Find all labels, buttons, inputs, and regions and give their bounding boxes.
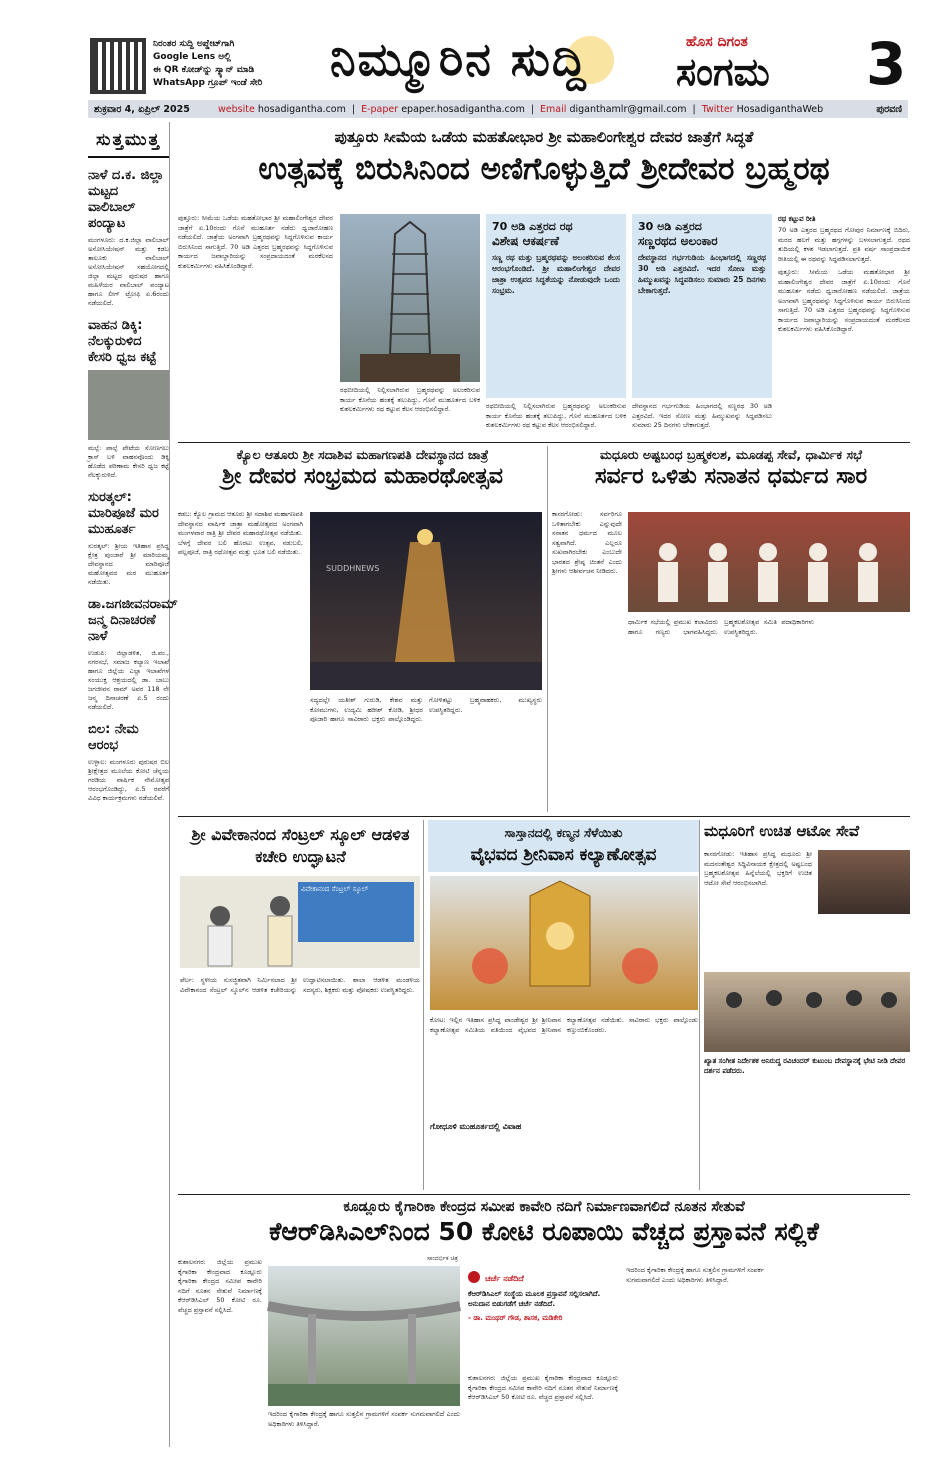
link-value: hosadigantha.com (257, 103, 346, 115)
qr-note-line: ನಿರಂತರ ಸುದ್ದಿ ಅಪ್ಡೇಟ್‌ಗಾಗಿ (153, 39, 235, 49)
story-kicker: ಕ್ಯೊಲ ಆತೂರು ಶ್ರೀ ಸದಾಶಿವ ಮಹಾಗಣಪತಿ ದೇವಸ್ಥಾನದ ಜಾತ್ರೆ (236, 447, 489, 462)
chariot-photo (340, 214, 480, 382)
story-headline: ಸರ್ವರ ಒಳಿತು ಸನಾತನ ಧರ್ಮದ ಸಾರ (594, 464, 868, 489)
story-body: ಕಾಸರಗೋಡು: ಸರ್ವರಿಗೂ ಒಳಿತಾಗಬೇಕು ಎನ್ನುವುದೇ ಸನಾತನ ಧರ್ಮದ ಮೂಲ ಸತ್ವವಾಗಿದೆ. ಎಲ್ಲರೂ ಸುಖವಾಗಿರಬೇಕು ಎಂಬುದೇ ಭಾರತದ ಶ್ರೇಷ್ಠ ಚಿಂತನೆ ಎಂದು ಶ್ರೀಗಳು ಆಶೀರ್ವಚನ ನೀಡಿದರು. (552, 510, 622, 575)
brief-title: ನಾಳೆ ದ.ಕ. ಜಿಲ್ಲಾ ಮಟ್ಟದ ವಾಲಿಬಾಲ್ ಪಂದ್ಯಾಟ (88, 168, 164, 231)
story-headline: ವೈಭವದ ಶ್ರೀನಿವಾಸ ಕಲ್ಯಾಣೋತ್ಸವ (470, 845, 657, 865)
quote-author: - ಡಾ. ಮಂಥರ್ ಗೌಡ, ಶಾಸಕ, ಮಡಿಕೇರಿ (468, 1314, 563, 1322)
brief-title: ಸುರತ್ಕಲ್: ಮಾರಿಪೂಜೆ ಮರ ಮುಹೂರ್ತ (88, 490, 159, 537)
brief-body: ಮಂಗಳೂರು: ದ.ಕ.ಜಿಲ್ಲಾ ವಾಲಿಬಾಲ್ ಅಸೋಸಿಯೇಷನ್ ಮತ್ತು ಕಡಬ ತಾಲೂಕು ವಾಲಿಬಾಲ್ ಅಸೋಸಿಯೇಷನ್ ಸಹಯೋಗದಲ್ಲಿ ಜಿಲ್ಲಾ ಮಟ್ಟದ ಪುರುಷರ ಹಾಗೂ ಮಹಿಳೆಯರ ವಾಲಿಬಾಲ್ ಪಂದ್ಯಾಟ ಹಾಗೂ ಲೀಗ್ ಟ್ರೋಫಿ ಏ.6ರಂದು ನಡೆಯಲಿದೆ. (88, 236, 169, 307)
supplement-label: ಪುರವಣಿ (876, 103, 902, 115)
info-bar (88, 100, 908, 118)
email-link[interactable] (540, 104, 687, 115)
epaper-link[interactable] (361, 104, 525, 115)
lead-body-4: ದೇವಸ್ಥಾನದ ಗರ್ಭಗುಡಿಯ ಹಿಂಭಾಗದಲ್ಲಿ ಸಣ್ಣರಥ 30 ಅಡಿ ಎತ್ತರವಿದೆ. ಇದರ ಸೋಣ ಮತ್ತು ಹಿಮ್ಮುಖವನ್ನು ಸಿದ್ಧಪಡಿಸಲು ಸುಮಾರು 25 ದಿನಗಳು ಬೇಕಾಗುತ್ತದೆ. (632, 402, 772, 429)
story-auto-service[interactable] (704, 820, 910, 1190)
school-photo (180, 876, 420, 968)
separator: | (692, 103, 696, 115)
rathotsava-photo (310, 512, 542, 690)
story-school[interactable] (178, 820, 424, 1190)
story-kalyanotsava[interactable] (428, 820, 700, 1190)
brief-story[interactable] (88, 318, 169, 480)
column-subhead: ರಥ ಕಟ್ಟುವ ರೀತಿ (778, 215, 816, 223)
link-key: website (218, 103, 255, 115)
brief-story[interactable] (88, 168, 169, 308)
twitter-link[interactable] (702, 104, 823, 115)
lead-body-3: ರಥಬೀದಿಯಲ್ಲಿ ನಿಲ್ಲಿಸಲಾಗಿರುವ ಬ್ರಹ್ಮರಥವನ್ನು ಅಲಂಕರಿಸುವ ಕಾರ್ಯ ಕೊನೆಯ ಹಂತಕ್ಕೆ ತಲುಪಿದ್ದು, ಗೊನೆ ಮುಹೂರ್ತದ ಬಳಿಕ ಕುಶಲಕರ್ಮಿಗಳು ರಥ ಕಟ್ಟುವ ಕೆಲಸ ಆರಂಭಿಸಲಿದ್ದಾರೆ. (486, 402, 626, 429)
link-value: epaper.hosadigantha.com (401, 103, 525, 115)
brief-story[interactable] (88, 597, 178, 712)
group-people-icon (704, 972, 910, 1052)
separator: | (351, 103, 356, 115)
story-body: ಕಡಬ: ಕ್ಯೊಲ ಗ್ರಾಮದ ಆತೂರು ಶ್ರೀ ಸದಾಶಿವ ಮಹಾಗಣಪತಿ ದೇವಸ್ಥಾನದ ವಾರ್ಷಿಕ ಜಾತ್ರಾ ಮಹೋತ್ಸವದ ಅಂಗವಾಗಿ ಮಂಗಳವಾರ ರಾತ್ರಿ ಶ್ರೀ ದೇವರ ಮಹಾರಥೋತ್ಸವ ನಡೆಯಿತು. ಬೆಳಗ್ಗೆ ದೇವರ ಬಲಿ ಹೊರಟು ಉತ್ಸವ, ನಡುಬಲಿ, ಪಲ್ಲಪೂಜೆ, ರಾತ್ರಿ ರಥೋತ್ಸವ ಮತ್ತು ಭೂತ ಬಲಿ ನಡೆಯಿತು. (178, 510, 303, 556)
column-body: ಪುತ್ತೂರು: ಸೀಮೆಯ ಒಡೆಯ ಮಹತೋಭಾರ ಶ್ರೀ ಮಹಾಲಿಂಗೇಶ್ವರ ದೇವರ ಜಾತ್ರೆಗೆ ಏ.10ರಂದು ಗೊನೆ ಮುಹೂರ್ತ ನಡೆದು ಧ್ವಜಾರೋಹಣ ನಡೆಯಲಿದೆ. ಜಾತ್ರೆಯ ಅಂಗವಾಗಿ ಬ್ರಹ್ಮರಥವನ್ನು ಸಿದ್ಧಗೊಳಿಸುವ ಕಾರ್ಯ ಬಿರುಸಿನಿಂದ ಸಾಗುತ್ತಿದೆ. 70 ಅಡಿ ಎತ್ತರದ ಬ್ರಹ್ಮರಥವನ್ನು ಸಿದ್ಧಗೊಳಿಸುವ ಕಾರ್ಯದ ಜವಾಬ್ದಾರಿಯನ್ನು ಸಂಪ್ರದಾಯದಂತೆ ಮರಕೆಲಸದ ಕುಶಲಕರ್ಮಿಗಳು ವಹಿಸಿಕೊಂಡಿದ್ದಾರೆ. (778, 268, 910, 333)
qr-note-line: ಈ QR ಕೋಡ್‌ನ್ನು ಸ್ಕ್ಯಾನ್ ಮಾಡಿ (153, 65, 255, 75)
story-headline: ಶ್ರೀ ದೇವರ ಸಂಭ್ರಮದ ಮಹಾರಥೋತ್ಸವ (221, 464, 504, 489)
visit-photo (704, 972, 910, 1052)
kalyanotsava-photo (430, 876, 698, 1010)
link-value: HosadiganthaWeb (736, 103, 824, 115)
story-body: ಪೆರ್ಲ: ಸ್ಥಳೀಯ ಸುಸಜ್ಜಿತವಾಗಿ ನಿರ್ಮಿಸಲಾದ ಶ್ರೀ ವಿವೇಕಾನಂದ ಸೆಂಟ್ರಲ್ ಸ್ಕೂಲ್‌ನ ಆಡಳಿತ ಕಚೇರಿಯನ್ನು ಉದ್ಘಾಟಿಸಲಾಯಿತು. ಶಾಲಾ ಆಡಳಿತ ಮಂಡಳಿಯ ಸದಸ್ಯರು, ಶಿಕ್ಷಕರು ಮತ್ತು ಪೋಷಕರು ಉಪಸ್ಥಿತರಿದ್ದರು. (180, 976, 420, 994)
lead-body-2: ರಥಬೀದಿಯಲ್ಲಿ ನಿಲ್ಲಿಸಲಾಗಿರುವ ಬ್ರಹ್ಮರಥವನ್ನು ಅಲಂಕರಿಸುವ ಕಾರ್ಯ ಕೊನೆಯ ಹಂತಕ್ಕೆ ತಲುಪಿದ್ದು, ಗೊನೆ ಮುಹೂರ್ತದ ಬಳಿಕ ಕುಶಲಕರ್ಮಿಗಳು ರಥ ಕಟ್ಟುವ ಕೆಲಸ ಆರಂಭಿಸಲಿದ್ದಾರೆ. (340, 386, 480, 413)
story-kicker: ಸಾಸ್ತಾನದಲ್ಲಿ ಕಣ್ಮನ ಸೆಳೆಯಿತು (504, 825, 623, 840)
story-rathotsava[interactable] (178, 446, 548, 812)
separator: | (530, 103, 535, 115)
story-headline: ಕೆಆರ್‌ಡಿಸಿಎಲ್‌ನಿಂದ 50 ಕೋಟಿ ರೂಪಾಯಿ ವೆಚ್ಚದ ಪ್ರಸ್ತಾವನೆ ಸಲ್ಲಿಕೆ (269, 1217, 819, 1246)
deity-altar-icon (430, 876, 698, 1010)
story-kicker: ಕೂಡ್ಲೂರು ಕೈಗಾರಿಕಾ ಕೇಂದ್ರದ ಸಮೀಪ ಕಾವೇರಿ ನದಿಗೆ ನಿರ್ಮಾಣವಾಗಲಿದೆ ನೂತನ ಸೇತುವೆ (343, 1199, 745, 1215)
fact-box (486, 214, 626, 398)
side-column (778, 214, 910, 335)
page-number: 3 (866, 30, 907, 98)
lead-headline: ಉತ್ಸವಕ್ಕೆ ಬಿರುಸಿನಿಂದ ಅಣಿಗೊಳ್ಳುತ್ತಿದೆ ಶ್ರೀದೇವರ ಬ್ರಹ್ಮರಥ (258, 151, 830, 187)
lead-body: ಪುತ್ತೂರು: ಸೀಮೆಯ ಒಡೆಯ ಮಹತೋಭಾರ ಶ್ರೀ ಮಹಾಲಿಂಗೇಶ್ವರ ದೇವರ ಜಾತ್ರೆಗೆ ಏ.10ರಂದು ಗೊನೆ ಮುಹೂರ್ತ ನಡೆದು ಧ್ವಜಾರೋಹಣ ನಡೆಯಲಿದೆ. ಜಾತ್ರೆಯ ಅಂಗವಾಗಿ ಬ್ರಹ್ಮರಥವನ್ನು ಸಿದ್ಧಗೊಳಿಸುವ ಕಾರ್ಯ ಬಿರುಸಿನಿಂದ ಸಾಗುತ್ತಿದೆ. 70 ಅಡಿ ಎತ್ತರದ ಬ್ರಹ್ಮರಥವನ್ನು ಸಿದ್ಧಗೊಳಿಸುವ ಕಾರ್ಯದ ಜವಾಬ್ದಾರಿಯನ್ನು ಸಂಪ್ರದಾಯದಂತೆ ಮರಕೆಲಸದ ಕುಶಲಕರ್ಮಿಗಳು ವಹಿಸಿಕೊಂಡಿದ್ದಾರೆ. (178, 214, 333, 270)
brief-body: ಮಲ್ಪೆ: ಪಾಲ್ಪೆ ಪೇಟೆಯ ಸೋಣಗಲು ಕ್ರಾಸ್ ಬಳಿ ವಾಹನವೊಂದು ಡಿಕ್ಕಿ ಹೊಡೆದ ಪರಿಣಾಮ ಕೇಸರಿ ಧ್ವಜ ಕಟ್ಟೆ ನೆಲಕ್ಕುರುಳಿದೆ. (88, 444, 169, 479)
qr-code-icon[interactable] (90, 38, 146, 94)
dignitaries-icon (628, 512, 910, 612)
fact-box-subtitle: ವಿಶೇಷ ಆಕರ್ಷಣೆ (492, 234, 560, 248)
divider (178, 1194, 910, 1195)
lead-kicker: ಪುತ್ತೂರು ಸೀಮೆಯ ಒಡೆಯ ಮಹತೋಭಾರ ಶ್ರೀ ಮಹಾಲಿಂಗೇಶ್ವರ ದೇವರ ಜಾತ್ರೆಗೆ ಸಿದ್ಧತೆ (334, 128, 754, 146)
website-link[interactable] (218, 104, 346, 115)
fact-box-body: ಸಣ್ಣ ರಥ ಮತ್ತು ಬ್ರಹ್ಮರಥವನ್ನು ಅಲಂಕರಿಸುವ ಕೆಲಸ ಆರಂಭಗೊಂಡಿದೆ. ಶ್ರೀ ಮಹಾಲಿಂಗೇಶ್ವರ ದೇವರ ಜಾತ್ರಾ ಉತ್ಸವದ ಸಿದ್ಧತೆಯನ್ನು ನೋಡುವುದೇ ಒಂದು ಸಂಭ್ರಮ. (492, 253, 620, 295)
masthead (0, 0, 945, 100)
banner-text: ವಿವೇಕಾನಂದ ಸೆಂಟ್ರಲ್ ಸ್ಕೂಲ್ (301, 885, 369, 893)
link-key: Twitter (701, 103, 734, 115)
story-headline: ಮಧೂರಿಗೆ ಉಚಿತ ಆಟೋ ಸೇವೆ (704, 822, 860, 840)
photo-caption: ಖ್ಯಾತ ಸಂಗೀತ ನಿರ್ದೇಶಕ ಅನಿರುದ್ಧ ರವಿಚಂದರ್ ಕುಟುಂಬ ದೇವಸ್ಥಾನಕ್ಕೆ ಭೇಟಿ ನೀಡಿ ದೇವರ ದರ್ಶನ ಪಡೆದರು. (704, 1057, 906, 1075)
brief-body: ಉಡುಪಿ: ಜಿಲ್ಲಾಡಳಿತ, ಜಿ.ಪಂ., ನಗರಸಭೆ, ಸಮಾಜ ಕಲ್ಯಾಣ ಇಲಾಖೆ ಹಾಗೂ ಜಿಲ್ಲೆಯ ಎಲ್ಲಾ ಇಲಾಖೆಗಳ ಸಂಯುಕ್ತ ಆಶ್ರಯದಲ್ಲಿ ಡಾ. ಬಾಬು ಜಗಜೀವನ ರಾಮ್ ಅವರ 118 ನೇ ಜನ್ಮ ದಿನಾಚರಣೆ ಏ.5 ರಂದು ನಡೆಯಲಿದೆ. (88, 649, 169, 711)
fact-box-title: 70 ಅಡಿ ಎತ್ತರದ ರಥ (492, 220, 573, 233)
story-bridge[interactable] (178, 1198, 910, 1448)
story-body: ಕೋಟ: ಇಲ್ಲಿನ ಇತಿಹಾಸ ಪ್ರಸಿದ್ಧ ಪಾಂಡೇಶ್ವರ ಶ್ರೀ ಶ್ರೀನಿವಾಸ ಕಲ್ಯಾಣೋತ್ಸವ ಸಮಿತಿಯ ವತಿಯಿಂದ ವೈಭವದ ಶ್ರೀನಿವಾಸ ಕಲ್ಯಾಣೋತ್ಸವ ನಡೆಯಿತು. ಸಾವಿರಾರು ಭಕ್ತರು ಪಾಲ್ಗೊಂಡು ಕಣ್ತುಂಬಿಕೊಂಡರು. (430, 1016, 698, 1034)
story-headline: ಶ್ರೀ ವಿವೇಕಾನಂದ ಸೆಂಟ್ರಲ್ ಸ್ಕೂಲ್ ಆಡಳಿತ ಕಚೇರಿ ಉದ್ಘಾಟನೆ (191, 825, 410, 866)
fact-box-subtitle: ಸಣ್ಣರಥದ ಅಲಂಕಾರ (638, 234, 718, 248)
issue-date: ಶುಕ್ರವಾರ 4, ಏಪ್ರಿಲ್ 2025 (94, 103, 190, 115)
brief-photo (88, 370, 169, 440)
qr-note (153, 38, 323, 90)
story-madhur[interactable] (552, 446, 910, 812)
story-body: ಕುಶಾಲನಗರ: ಜಿಲ್ಲೆಯ ಪ್ರಮುಖ ಕೈಗಾರಿಕಾ ಕೇಂದ್ರವಾದ ಕೂಡ್ಲೂರು ಕೈಗಾರಿಕಾ ಕೇಂದ್ರದ ಸಮೀಪ ಕಾವೇರಿ ನದಿಗೆ ನೂತನ ಸೇತುವೆ ನಿರ್ಮಾಣಕ್ಕೆ ಕೆಆರ್‌ಡಿಸಿಎಲ್ 50 ಕೋಟಿ ರೂ. ವೆಚ್ಚದ ಪ್ರಸ್ತಾವನೆ ಸಲ್ಲಿಸಿದೆ. (178, 1258, 262, 1314)
story-subhead: ಗೋಧೂಳಿ ಮುಹೂರ್ತದಲ್ಲಿ ವಿವಾಹ (430, 1122, 522, 1131)
brief-body: ಉಳ್ಳಾಲ: ಮಂಗಳೂರು ಪುರುಷರ ಬಿಲ ಶ್ರೀಕ್ಷೇತ್ರದ ಮೂಲೆಯ ಕೋಟಿ ಚೆನ್ನಯ ಗರಡಿಯ ವಾರ್ಷಿಕ ನೇಮೋತ್ಸವ ಆರಂಭಗೊಂಡಿದ್ದು, ಏ.5 ರವರೆಗೆ ವಿವಿಧ ಕಾರ್ಯಕ್ರಮಗಳು ನಡೆಯಲಿವೆ. (88, 758, 169, 802)
quote-heading: ಚರ್ಚೆ ನಡೆದಿದೆ (485, 1274, 524, 1283)
chariot-tower-icon (340, 214, 480, 382)
story-body-2: ಸದ್ಯದಲ್ಲೇ ಯತೀಶ್ ಗುರುಡಿ, ಕೇಶವ ಮತ್ತು ಕೋಮುಗಳು, ಉದ್ಯಮಿ ಹರೀಶ್ ಕೋಡಿ, ಶ್ರೀಧರ ಪೂಜಾರಿ ಹಾಗೂ ಸಾವಿರಾರು ಭಕ್ತರು ಪಾಲ್ಗೊಂಡಿದ್ದರು. ಗೋಳಿತಟ್ಟು ಬ್ರಹ್ಮವಾಹಕರು, ಮುಖ್ಯಸ್ಥರು ಉಪಸ್ಥಿತರಿದ್ದರು. (310, 696, 542, 723)
bridge-icon (268, 1266, 460, 1406)
bridge-photo (268, 1255, 460, 1406)
stage-photo (628, 512, 910, 612)
banner (298, 882, 414, 942)
sidebar-briefs (88, 122, 178, 1447)
story-body-3: ಕುಶಾಲನಗರ: ಜಿಲ್ಲೆಯ ಪ್ರಮುಖ ಕೈಗಾರಿಕಾ ಕೇಂದ್ರವಾದ ಕೂಡ್ಲೂರು ಕೈಗಾರಿಕಾ ಕೇಂದ್ರದ ಸಮೀಪ ಕಾವೇರಿ ನದಿಗೆ ನೂತನ ಸೇತುವೆ ನಿರ್ಮಾಣಕ್ಕೆ ಕೆಆರ್‌ಡಿಸಿಎಲ್ 50 ಕೋಟಿ ರೂ. ವೆಚ್ಚದ ಪ್ರಸ್ತಾವನೆ ಸಲ್ಲಿಸಿದೆ. (468, 1374, 618, 1401)
link-key: E-paper (361, 103, 399, 115)
link-key: Email (540, 103, 567, 115)
divider (178, 816, 910, 817)
story-body-2: ಇದರಿಂದ ಕೈಗಾರಿಕಾ ಕೇಂದ್ರಕ್ಕೆ ಹಾಗೂ ಸುತ್ತಲಿನ ಗ್ರಾಮಗಳಿಗೆ ಸಂಪರ್ಕ ಸುಗಮವಾಗಲಿದೆ ಎಂದು ಅಧಿಕಾರಿಗಳು ತಿಳಿಸಿದ್ದಾರೆ. (268, 1410, 460, 1428)
supplement-name: ಸಂಗಮ (676, 50, 770, 94)
story-body-4: ಇದರಿಂದ ಕೈಗಾರಿಕಾ ಕೇಂದ್ರಕ್ಕೆ ಹಾಗೂ ಸುತ್ತಲಿನ ಗ್ರಾಮಗಳಿಗೆ ಸಂಪರ್ಕ ಸುಗಮವಾಗಲಿದೆ ಎಂದು ಅಧಿಕಾರಿಗಳು ತಿಳಿಸಿದ್ದಾರೆ. (626, 1266, 764, 1284)
column-body: 70 ಅಡಿ ಎತ್ತರದ ಬ್ರಹ್ಮರಥದ ಗೋಪುರ ನಿರ್ಮಾಣಕ್ಕೆ ಬಿದಿರು, ಮರದ ಹಲಗೆ ಮತ್ತು ಹಗ್ಗಗಳನ್ನು ಬಳಸಲಾಗುತ್ತದೆ. ರಥದ ತುದಿಯಲ್ಲಿ ಕಳಶ ಇಡಲಾಗುತ್ತದೆ. ಪ್ರತಿ ವರ್ಷ ಸಾಂಪ್ರದಾಯಿಕ ರೀತಿಯಲ್ಲಿ ಈ ರಥವನ್ನು ಸಿದ್ಧಪಡಿಸಲಾಗುತ್ತದೆ. (778, 226, 910, 263)
brief-story[interactable] (88, 490, 169, 587)
auto-photo (818, 850, 910, 914)
story-header (428, 820, 699, 872)
link-value: diganthamlr@gmail.com (569, 103, 687, 115)
temple-car-icon (310, 512, 542, 690)
story-body-2: ಧಾರ್ಮಿಕ ಸಭೆಯಲ್ಲಿ ಪ್ರಮುಖ ಕಲಾವಿದರು ಹಾಗೂ ಗಣ್ಯರು ಭಾಗವಹಿಸಿದ್ದರು. ಬ್ರಹ್ಮಕಲಶೋತ್ಸವ ಸಮಿತಿ ಪದಾಧಿಕಾರಿಗಳು ಉಪಸ್ಥಿತರಿದ್ದರು. (628, 618, 814, 636)
story-kicker: ಮಧೂರು ಅಷ್ಟಬಂಧ ಬ್ರಹ್ಮಕಲಶ, ಮೂಡಪ್ಪ ಸೇವೆ, ಧಾರ್ಮಿಕ ಸಭೆ (599, 447, 863, 462)
qr-note-line: WhatsApp ಗ್ರೂಪ್ ಇಂಡೆ ಸೇರಿ (153, 78, 263, 88)
section-title: ನಿಮ್ಮೂರಿನ ಸುದ್ದಿ (330, 32, 588, 86)
qr-note-line: Google Lens ಅಲ್ಲಿ (153, 52, 231, 62)
brand-logo-text: ಹೊಸ ದಿಗಂತ (686, 34, 748, 50)
brief-title: ಬಿಲ: ನೇಮ ಆರಂಭ (88, 722, 139, 753)
fact-box-body: ದೇವಸ್ಥಾನದ ಗರ್ಭಗುಡಿಯ ಹಿಂಭಾಗದಲ್ಲಿ ಸಣ್ಣರಥ 30 ಅಡಿ ಎತ್ತರವಿದೆ. ಇದರ ಸೋಣ ಮತ್ತು ಹಿಮ್ಮುಖವನ್ನು ಸಿದ್ಧಪಡಿಸಲು ಸುಮಾರು 25 ದಿನಗಳು ಬೇಕಾಗುತ್ತದೆ. (638, 253, 766, 295)
fact-box-title: 30 ಅಡಿ ಎತ್ತರದ (638, 220, 702, 233)
brief-body: ಸುರತ್ಕಲ್: ಶ್ರೀಯ ಇತಿಹಾಸ ಪ್ರಸಿದ್ಧ ಕ್ಷೇತ್ರ ಪುಂಜಾರೆ ಶ್ರೀ ಮಾರಿಯಮ್ಮ ದೇವಸ್ಥಾನದ ಮಾರಿಪೂಜೆ ಮಹೋತ್ಸವದ ಮರ ಮುಹೂರ್ತ ನಡೆಯಿತು. (88, 542, 169, 586)
sidebar-heading: ಸುತ್ತಮುತ್ತ (88, 130, 169, 158)
brief-title: ವಾಹನ ಡಿಕ್ಕಿ: ನೆಲಕ್ಕುರುಳಿದ ಕೇಸರಿ ಧ್ವಜ ಕಟ್ಟೆ (88, 318, 157, 365)
brief-story[interactable] (88, 722, 169, 803)
fact-box (632, 214, 772, 398)
divider (178, 442, 910, 443)
lead-story[interactable] (178, 122, 910, 442)
quote-body: ಕೆಆರ್‌ಡಿಸಿಎಲ್ ಸಂಸ್ಥೆಯ ಮೂಲಕ ಪ್ರಸ್ತಾವನೆ ಸಲ್ಲಿಸಲಾಗಿದೆ. ಅನುದಾನ ಬಿಡುಗಡೆಗೆ ಚರ್ಚೆ ನಡೆದಿದೆ. (468, 1290, 601, 1308)
brief-title: ಡಾ.ಜಗಜೀವನರಾಮ್ ಜನ್ಮ ದಿನಾಚರಣೆ ನಾಳೆ (88, 597, 178, 644)
story-body: ಕಾಸರಗೋಡು: ಇತಿಹಾಸ ಪ್ರಸಿದ್ಧ ಮಧೂರು ಶ್ರೀ ಮದನಂತೇಶ್ವರ ಸಿದ್ಧಿವಿನಾಯಕ ಕ್ಷೇತ್ರದಲ್ಲಿ ಅಷ್ಟಬಂಧ ಬ್ರಹ್ಮಕಲಶೋತ್ಸವ ಹಿನ್ನೆಲೆಯಲ್ಲಿ ಭಕ್ತರಿಗೆ ಉಚಿತ ಆಟೋ ಸೇವೆ ಆರಂಭಿಸಲಾಗಿದೆ. (704, 850, 812, 887)
quote-box (468, 1266, 618, 1366)
alert-dot-icon (468, 1271, 480, 1283)
photo-caption: ಸಾಂದರ್ಭಿಕ ಚಿತ್ರ (426, 1255, 458, 1262)
photo-watermark: SUDDHNEWS (326, 564, 380, 573)
